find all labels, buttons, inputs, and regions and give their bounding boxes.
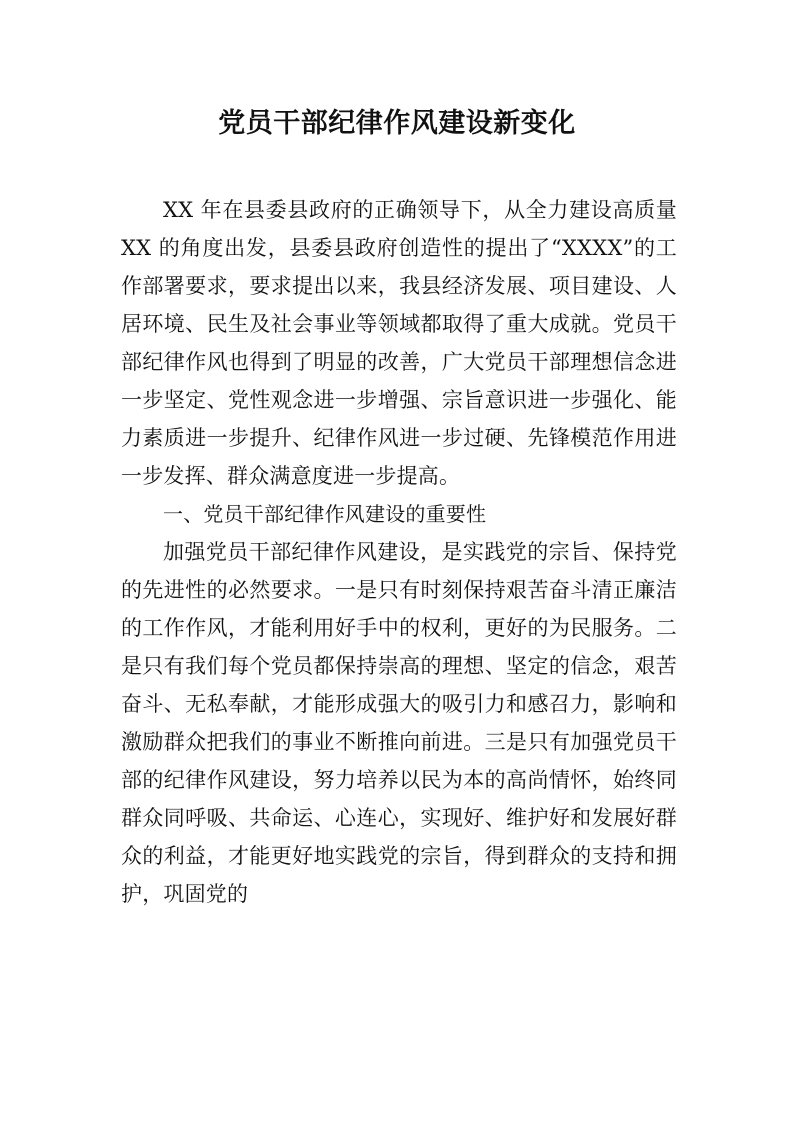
paragraph-importance: 加强党员干部纪律作风建设，是实践党的宗旨、保持党的先进性的必然要求。一是只有时刻保持艰苦奋斗清正廉洁的工作作风，才能利用好手中的权利，更好的为民服务。二是只有我们每个党员都保持崇高的理想、坚定的信念，艰苦奋斗、无私奉献，才能形成强大的吸引力和感召力，影响和激励群众把我们的事业不断推向前进。三是只有加强党员干部的纪律作风建设，努力培养以民为本的高尚情怀，始终同群众同呼吸、共命运、心连心，实现好、维护好和发展好群众的利益，才能更好地实践党的宗旨，得到群众的支持和拥护，巩固党的 (121, 540, 677, 906)
document-title: 党员干部纪律作风建设新变化 (218, 108, 576, 139)
section-heading: 一、党员干部纪律作风建设的重要性 (163, 502, 487, 526)
paragraph-intro: XX 年在县委县政府的正确领导下，从全力建设高质量 XX 的角度出发，县委县政府创造性的提出了“XXXX”的工作部署要求，要求提出以来，我县经济发展、项目建设、人居环境、民生及社会事业等领域都取得了重大成就。党员干部纪律作风也得到了明显的改善，广大党员干部理想信念进一步坚定、党性观念进一步增强、宗旨意识进一步强化、能力素质进一步提升、纪律作风进一步过硬、先锋模范作用进一步发挥、群众满意度进一步提高。 (121, 198, 677, 488)
document-body (121, 191, 677, 913)
